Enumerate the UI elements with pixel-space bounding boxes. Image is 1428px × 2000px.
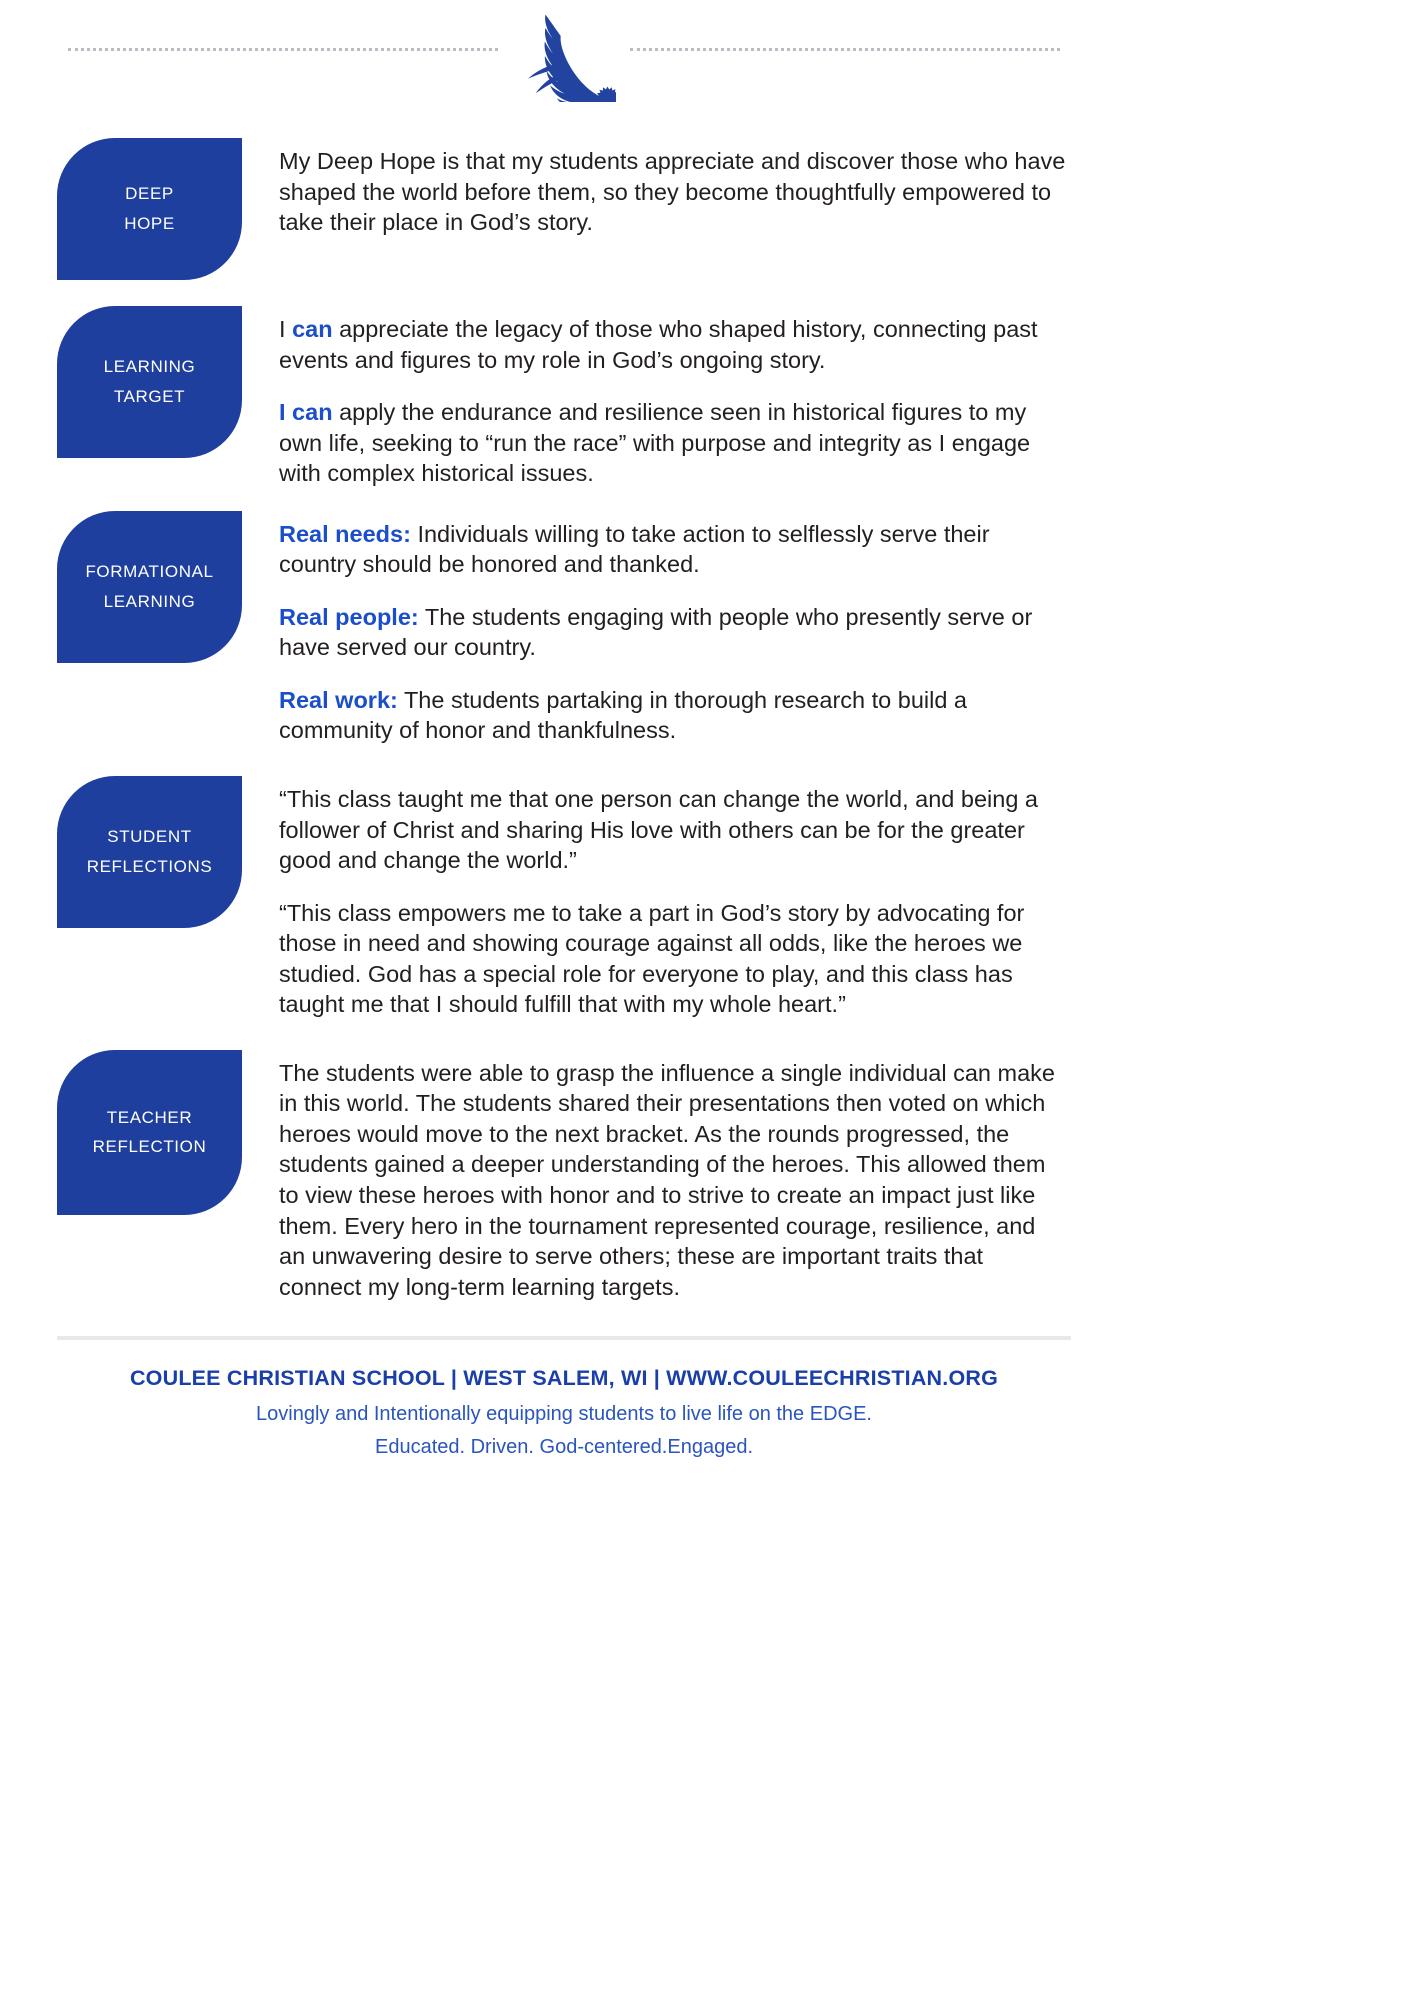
tab-line-2: REFLECTIONS [86,857,213,877]
page-header [0,0,1128,112]
tab-line-2: HOPE [124,214,175,233]
tab-student-reflections [57,776,242,928]
paragraph-lead-pre: I [279,316,293,342]
section-teacher-reflection [57,1050,1066,1302]
section-learning-target [57,306,1066,489]
paragraph [279,685,1066,746]
tab-line-1: LEARNING [103,357,196,377]
paragraph [279,519,1066,580]
body-teacher-reflection [242,1050,1066,1302]
paragraph-text: Individuals willing to take action to selflessly serve their country should be honored and thanked. [279,520,990,578]
tab-formational-learning [57,511,242,663]
tab-label-teacher-reflection [93,1103,207,1163]
content-area [0,138,1128,1302]
paragraph-text: apply the endurance and resilience seen in historical figures to my own life, seeking to “run the race” with purpose and integrity as I engage with complex historical issues. [279,399,1031,487]
page-footer [0,1340,1128,1501]
tab-line-1: DEEP [125,184,174,204]
tab-line-1: STUDENT [107,827,192,847]
body-deep-hope [242,138,1066,238]
tab-teacher-reflection [57,1050,242,1215]
paragraph-lead: Real people: [279,603,419,630]
paragraph [279,146,1066,238]
tab-label-formational-learning [85,557,213,617]
tab-deep-hope [57,138,242,280]
tab-label-learning-target [104,352,196,412]
body-student-reflections [242,776,1066,1020]
section-deep-hope [57,138,1066,280]
footer-tagline: Lovingly and Intentionally equipping students to live life on the EDGE. [256,1403,872,1426]
paragraph-lead: Real needs: [279,520,411,547]
tab-line-1: FORMATIONAL [85,561,214,581]
tab-label-deep-hope [124,179,175,239]
tab-line-2: TARGET [113,387,186,406]
tab-learning-target [57,306,242,458]
footer-values: Educated. Driven. God-centered.Engaged. [374,1436,754,1459]
paragraph-text: appreciate the legacy of those who shaped history, connecting past events and figures to my role in God’s ongoing story. [279,316,1038,373]
paragraph-text: “This class empowers me to take a part in God’s story by advocating for those in need and showing courage against all odds, like the heroes we studied. God has a special role for everyone to play, and this class has taught me that I should fulfill that with my whole heart.” [279,899,1025,1018]
paragraph-text: My Deep Hope is that my students appreciate and discover those who have shaped the world before them, so they become thoughtfully empowered to take their place in God’s story. [279,148,1066,236]
paragraph-lead: I can [279,399,333,426]
tab-line-1: TEACHER [106,1107,193,1127]
section-student-reflections [57,776,1066,1020]
eagle-logo-icon [509,8,619,103]
tab-line-2: REFLECTION [92,1137,207,1157]
paragraph [279,898,1066,1020]
tab-line-2: LEARNING [103,591,196,611]
footer-school-info: COULEE CHRISTIAN SCHOOL | WEST SALEM, WI | WWW.COULEECHRISTIAN.ORG [129,1366,999,1391]
body-learning-target [242,306,1066,489]
paragraph [279,397,1066,489]
paragraph-text: The students were able to grasp the influence a single individual can make in this world. The students shared their presentations then voted on which heroes would move to the next bracket. As the rounds progressed, the students gained a deeper understanding of the heroes. This allowed them to view these heroes with honor and to strive to create an impact just like them. Every hero in the tournament represented courage, resilience, and an unwavering desire to serve others; these are important traits that connect my long-term learning targets. [279,1059,1055,1300]
tab-label-student-reflections [87,822,213,882]
paragraph-lead: Real work: [279,686,398,713]
paragraph-lead: can [292,316,333,342]
paragraph-text: “This class taught me that one person can change the world, and being a follower of Christ and sharing His love with others can be for the greater good and change the world.” [279,786,1038,874]
paragraph [279,784,1066,876]
dashed-rule-right-icon [630,48,1060,51]
body-formational-learning [242,511,1066,746]
paragraph [279,602,1066,663]
paragraph-text: The students engaging with people who presently serve or have served our country. [279,603,1033,661]
paragraph [279,1058,1066,1302]
paragraph [279,314,1066,375]
section-formational-learning [57,511,1066,746]
dashed-rule-left-icon [68,48,498,51]
paragraph-text: The students partaking in thorough research to build a community of honor and thankfulness. [279,686,967,744]
